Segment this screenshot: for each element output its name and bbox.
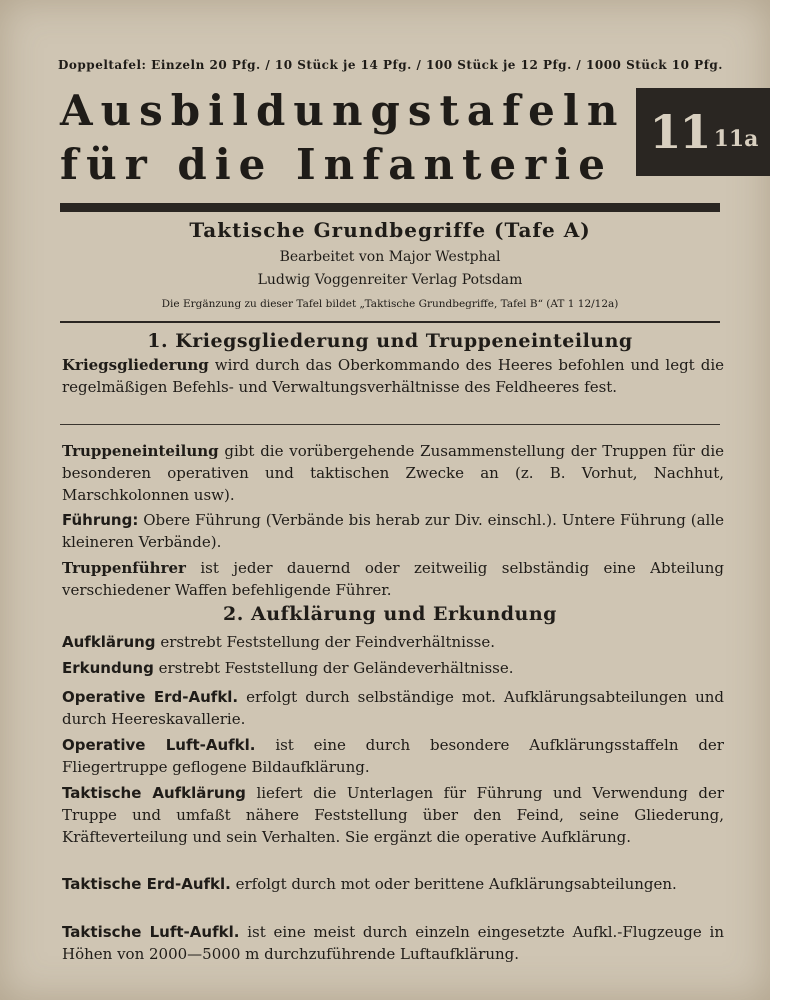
definition-term: Truppeneinteilung xyxy=(62,442,219,460)
definition-term: Operative Erd-Aufkl. xyxy=(62,688,239,706)
definition-paragraph xyxy=(62,557,724,601)
definition-term: Truppenführer xyxy=(62,559,186,577)
publisher-credit: Ludwig Voggenreiter Verlag Potsdam xyxy=(257,272,523,288)
definition-text: erstrebt Feststellung der Feindverhältnisse. xyxy=(155,633,496,651)
paragraph-divider xyxy=(60,424,720,425)
definition-text: erfolgt durch mot oder berittene Aufklärungsabteilungen. xyxy=(230,875,677,893)
definition-text: erfolgt durch selbständige mot. Aufklärungsabteilungen und durch Heereskavallerie. xyxy=(62,688,724,728)
definition-text: Obere Führung (Verbände bis herab zur Div. einschl.). Untere Führung (alle kleineren Verbände). xyxy=(62,511,724,551)
plate-number: 11 xyxy=(649,105,710,159)
section-heading-2: 2. Aufklärung und Erkundung xyxy=(223,603,557,625)
definition-paragraph xyxy=(62,354,724,398)
definition-term: Kriegsgliederung xyxy=(62,356,209,374)
definition-paragraph xyxy=(62,873,724,895)
section-rule xyxy=(60,321,720,323)
definition-paragraph xyxy=(62,657,724,679)
plate-number-suffix: 11a xyxy=(713,126,759,152)
header-rule xyxy=(60,203,720,212)
plate-subtitle: Taktische Grundbegriffe (Tafe A) xyxy=(189,218,591,242)
price-line: Doppeltafel: Einzeln 20 Pfg. / 10 Stück je 14 Pfg. / 100 Stück je 12 Pfg. / 1000 Stück 10 Pfg. xyxy=(58,58,723,72)
section-heading-1: 1. Kriegsgliederung und Truppeneinteilung xyxy=(147,330,633,352)
definition-term: Führung: xyxy=(62,511,139,529)
definition-term: Taktische Luft-Aufkl. xyxy=(62,923,240,941)
author-credit: Bearbeitet von Major Westphal xyxy=(279,249,501,265)
definition-paragraph xyxy=(62,686,724,730)
definition-term: Operative Luft-Aufkl. xyxy=(62,736,256,754)
definition-text: wird durch das Oberkommando des Heeres befohlen und legt die regelmäßigen Befehls- und Verwaltungsverhältnisse des Feldheeres fest. xyxy=(62,356,724,396)
plate-number-badge xyxy=(636,88,772,176)
definition-term: Taktische Aufklärung xyxy=(62,784,246,802)
definition-text: ist eine durch besondere Aufklärungsstaffeln der Fliegertruppe geflogene Bildaufklärung. xyxy=(62,736,724,776)
definition-term: Aufklärung xyxy=(62,633,156,651)
definition-text: ist jeder dauernd oder zeitweilig selbständig eine Abteilung verschiedener Waffen befehligende Führer. xyxy=(62,559,724,599)
definition-paragraph xyxy=(62,734,724,778)
scan-margin xyxy=(770,0,786,1000)
definition-term: Taktische Erd-Aufkl. xyxy=(62,875,231,893)
supplement-note: Die Ergänzung zu dieser Tafel bildet „Taktische Grundbegriffe, Tafel B“ (AT 1 12/12a) xyxy=(161,298,619,310)
definition-paragraph xyxy=(62,440,724,506)
definition-paragraph xyxy=(62,631,724,653)
definition-text: liefert die Unterlagen für Führung und Verwendung der Truppe und umfaßt nähere Feststellung über den Feind, seine Gliederung, Kräfteverteilung und sein Verhalten. Sie ergänzt die operative Aufklärung. xyxy=(62,784,724,846)
definition-paragraph xyxy=(62,509,724,553)
title-line-2: für die Infanterie xyxy=(60,140,613,189)
definition-text: erstrebt Feststellung der Geländeverhältnisse. xyxy=(153,659,514,677)
definition-paragraph xyxy=(62,921,724,965)
definition-paragraph xyxy=(62,782,724,848)
definition-text: ist eine meist durch einzeln eingesetzte Aufkl.-Flugzeuge in Höhen von 2000—5000 m durchzuführende Luftaufklärung. xyxy=(62,923,724,963)
definition-term: Erkundung xyxy=(62,659,154,677)
definition-text: gibt die vorübergehende Zusammenstellung der Truppen für die besonderen operativen und taktischen Zwecke an (z. B. Vorhut, Nachhut, Marschkolonnen usw). xyxy=(62,442,724,504)
title-line-1: Ausbildungstafeln xyxy=(60,86,626,135)
